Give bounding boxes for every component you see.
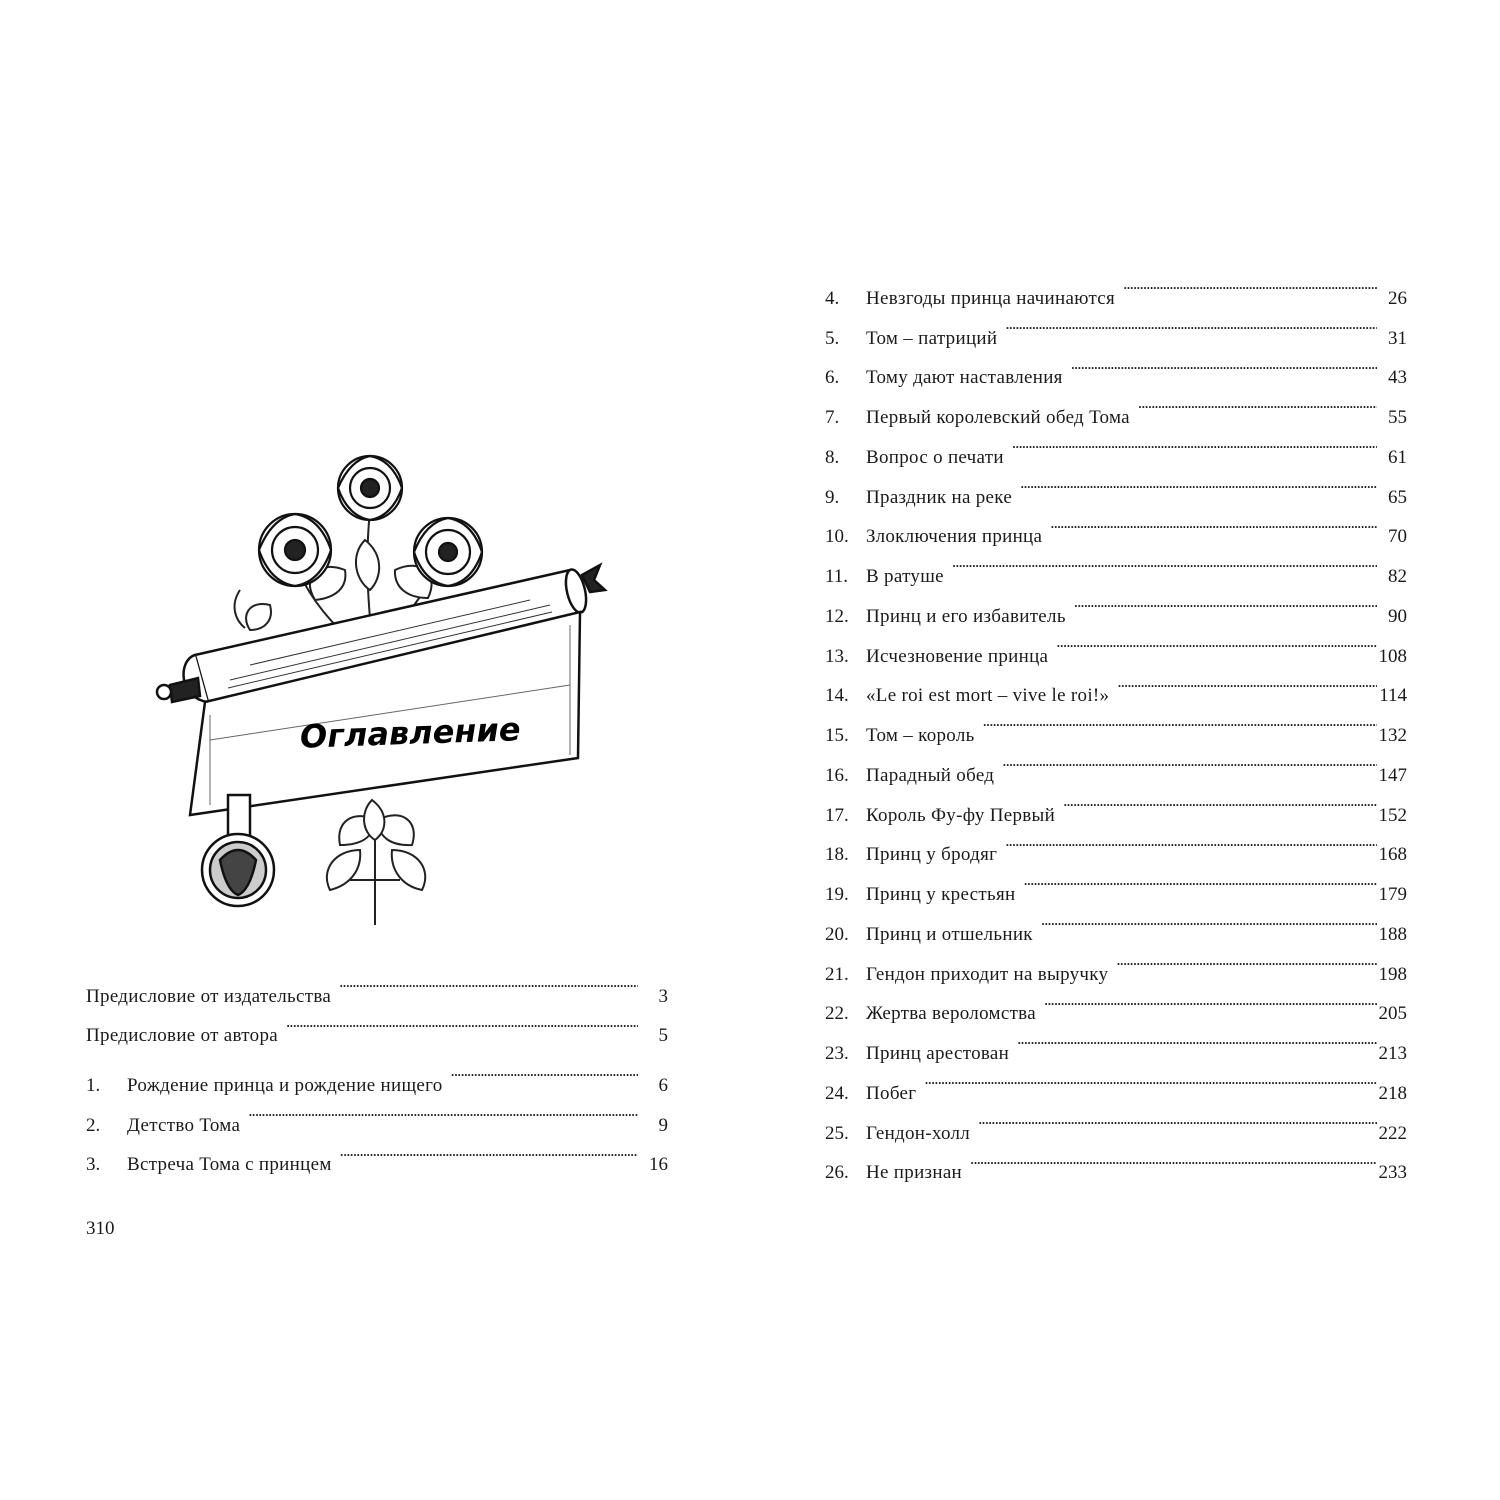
entry-title: Жертва вероломства xyxy=(866,1003,1036,1025)
entry-page: 26 xyxy=(1388,287,1407,309)
entry-title: Принц арестован xyxy=(866,1043,1010,1064)
entry-title: Принц и его избавитель xyxy=(866,605,1066,627)
chapter-number: 11. xyxy=(825,566,849,587)
entry-title: Принц у бродяг xyxy=(866,844,998,866)
chapter-number: 17. xyxy=(825,804,849,826)
dot-leader xyxy=(1017,1019,1377,1059)
front-matter-list xyxy=(86,962,668,1046)
chapter-number: 12. xyxy=(825,605,849,627)
entry-page: 222 xyxy=(1378,1122,1407,1144)
entry-page: 90 xyxy=(1388,605,1407,627)
entry-page: 198 xyxy=(1378,963,1407,985)
chapter-number: 2. xyxy=(86,1114,101,1136)
dot-leader xyxy=(286,1002,638,1042)
dot-leader xyxy=(1023,860,1377,900)
dot-leader xyxy=(1063,781,1377,821)
entry-page: 16 xyxy=(649,1154,668,1176)
chapter-number: 6. xyxy=(825,367,840,389)
dot-leader xyxy=(1123,264,1377,304)
entry-page: 55 xyxy=(1388,407,1407,428)
entry-title: Не признан xyxy=(866,1162,963,1184)
entry-title: «Le roi est mort – vive le roi!» xyxy=(866,685,1110,707)
entry-page: 218 xyxy=(1378,1082,1407,1104)
entry-page: 70 xyxy=(1388,526,1407,548)
entry-title: Предисловие от автора xyxy=(86,1025,278,1046)
dot-leader xyxy=(978,1099,1377,1139)
dot-leader xyxy=(1020,463,1377,503)
entry-title: Злоключения принца xyxy=(866,526,1043,548)
chapter-number: 9. xyxy=(825,486,840,508)
chapter-number: 3. xyxy=(86,1154,101,1176)
dot-leader xyxy=(248,1091,638,1131)
chapter-number: 10. xyxy=(825,526,849,548)
dot-leader xyxy=(1005,304,1377,344)
scroll-emblem xyxy=(150,440,610,940)
chapter-number: 7. xyxy=(825,407,840,428)
chapter-number: 1. xyxy=(86,1074,101,1096)
chapter-number: 24. xyxy=(825,1082,849,1104)
dot-leader xyxy=(1041,900,1377,940)
chapter-number: 16. xyxy=(825,764,849,786)
entry-title: Предисловие от издательства xyxy=(86,985,332,1007)
entry-page: 31 xyxy=(1388,327,1407,349)
entry-title: Том – патриций xyxy=(866,327,998,349)
entry-page: 6 xyxy=(658,1074,668,1096)
entry-title: Встреча Тома с принцем xyxy=(127,1154,332,1176)
chapter-number: 14. xyxy=(825,685,849,707)
entry-page: 43 xyxy=(1388,367,1407,389)
entry-title: Парадный обед xyxy=(866,764,995,786)
entry-title: Праздник на реке xyxy=(866,486,1013,508)
entry-title: Принц у крестьян xyxy=(866,884,1016,905)
chapter-list-right xyxy=(825,264,1407,1184)
chapter-number: 23. xyxy=(825,1043,849,1064)
dot-leader xyxy=(1116,940,1377,980)
chapter-number: 20. xyxy=(825,923,849,945)
entry-title: Невзгоды принца начинаются xyxy=(866,287,1116,309)
entry-page: 179 xyxy=(1378,884,1407,905)
entry-page: 132 xyxy=(1378,725,1407,746)
chapter-number: 19. xyxy=(825,884,849,905)
entry-title: Гендон-холл xyxy=(866,1122,971,1144)
dot-leader xyxy=(1056,622,1377,662)
dot-leader xyxy=(952,542,1377,582)
dot-leader xyxy=(451,1051,638,1091)
dot-leader xyxy=(1071,344,1377,384)
entry-title: Тому дают наставления xyxy=(866,367,1063,389)
entry-title: В ратуше xyxy=(866,566,944,587)
chapter-number: 25. xyxy=(825,1122,849,1144)
dot-leader xyxy=(1002,741,1377,781)
entry-title: Вопрос о печати xyxy=(866,446,1004,468)
dot-leader xyxy=(1074,582,1377,622)
dot-leader xyxy=(1117,662,1377,702)
list-item[interactable] xyxy=(86,1051,668,1096)
entry-page: 65 xyxy=(1388,486,1407,508)
contents-heading: Оглавление xyxy=(299,710,522,756)
entry-page: 114 xyxy=(1379,685,1407,707)
entry-title: Побег xyxy=(866,1082,917,1104)
list-item[interactable] xyxy=(86,962,668,1007)
chapter-number: 18. xyxy=(825,844,849,866)
dot-leader xyxy=(339,962,638,1002)
page-number: 310 xyxy=(86,1218,115,1239)
dot-leader xyxy=(1044,980,1377,1020)
dot-leader xyxy=(924,1059,1377,1099)
entry-page: 152 xyxy=(1378,804,1407,826)
chapter-number: 5. xyxy=(825,327,840,349)
dot-leader xyxy=(1005,821,1377,861)
entry-page: 147 xyxy=(1378,764,1407,786)
entry-page: 3 xyxy=(658,985,668,1007)
entry-page: 9 xyxy=(658,1114,668,1136)
chapter-number: 8. xyxy=(825,446,840,468)
entry-title: Том – король xyxy=(866,725,975,746)
entry-page: 188 xyxy=(1378,923,1407,945)
chapter-number: 4. xyxy=(825,287,840,309)
entry-page: 213 xyxy=(1378,1043,1407,1064)
entry-page: 61 xyxy=(1388,446,1407,468)
entry-page: 82 xyxy=(1388,566,1407,587)
dot-leader xyxy=(1138,383,1377,423)
entry-title: Гендон приходит на выручку xyxy=(866,963,1109,985)
entry-title: Детство Тома xyxy=(127,1114,241,1136)
entry-page: 108 xyxy=(1378,645,1407,667)
dot-leader xyxy=(1012,423,1377,463)
entry-title: Исчезновение принца xyxy=(866,645,1049,667)
chapter-number: 26. xyxy=(825,1162,849,1184)
entry-title: Рождение принца и рождение нищего xyxy=(127,1074,443,1096)
entry-page: 233 xyxy=(1378,1162,1407,1184)
chapter-number: 22. xyxy=(825,1003,849,1025)
entry-title: Первый королевский обед Тома xyxy=(866,407,1130,428)
list-item[interactable] xyxy=(825,264,1407,309)
entry-title: Принц и отшельник xyxy=(866,923,1033,945)
entry-title: Король Фу-фу Первый xyxy=(866,804,1056,826)
chapter-number: 13. xyxy=(825,645,849,667)
dot-leader xyxy=(340,1131,638,1171)
chapter-number: 15. xyxy=(825,725,849,746)
dot-leader xyxy=(983,701,1377,741)
dot-leader xyxy=(970,1139,1377,1179)
chapter-number: 21. xyxy=(825,963,849,985)
dot-leader xyxy=(1050,503,1377,543)
entry-page: 205 xyxy=(1378,1003,1407,1025)
entry-page: 5 xyxy=(658,1025,668,1046)
chapter-list-left xyxy=(86,1051,668,1176)
entry-page: 168 xyxy=(1378,844,1407,866)
